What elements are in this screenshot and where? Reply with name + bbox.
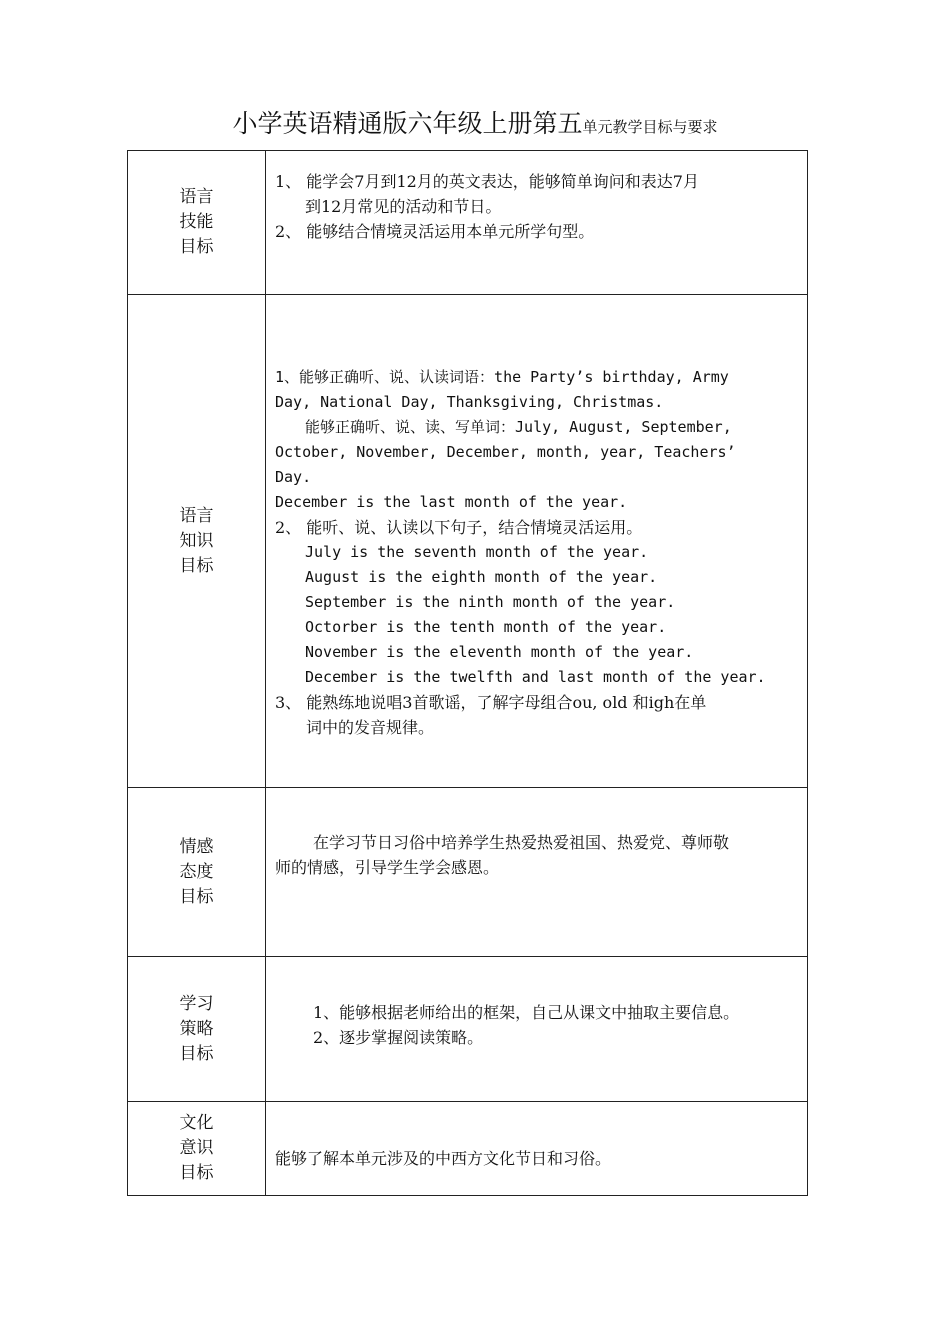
row-content-strategy: [266, 957, 808, 1101]
label-line: 意识: [179, 1138, 214, 1158]
label-line: 技能: [179, 212, 214, 232]
example-sentence: Octorber is the tenth month of the year.: [305, 618, 667, 636]
objectives-table: [127, 150, 808, 1196]
label-line: 目标: [179, 1163, 214, 1183]
page-title-main: 小学英语精通版六年级上册第五: [232, 109, 583, 138]
row-label-language-skills: [128, 151, 266, 294]
content-line: 在学习节日习俗中培养学生热爱热爱祖国、热爱党、尊师敬: [313, 833, 730, 852]
content-line: 1、 能学会7月到12月的英文表达，能够简单询问和表达7月: [275, 172, 699, 191]
row-content-language-knowledge: [266, 295, 808, 787]
content-line: 1、能够根据老师给出的框架，自己从课文中抽取主要信息。: [313, 1003, 740, 1022]
table-row-language-skills: [128, 151, 808, 295]
row-label-attitude: [128, 788, 266, 956]
example-sentence: December is the twelfth and last month of the year.: [305, 668, 766, 686]
page-title: [0, 104, 950, 140]
label-line: 目标: [179, 555, 214, 576]
example-sentence: July is the seventh month of the year.: [305, 543, 649, 561]
label-line: 知识: [179, 530, 214, 551]
page-title-suffix: 单元教学目标与要求: [582, 118, 718, 136]
content-line: 能够正确听、说、读、写单词：July, August, September,: [305, 418, 732, 436]
label-line: 目标: [179, 886, 214, 907]
label-line: 学习: [179, 993, 214, 1014]
label-line: 策略: [179, 1018, 214, 1039]
label-line: 目标: [179, 1043, 214, 1064]
table-row-attitude: [128, 788, 808, 957]
row-content-culture: [266, 1102, 808, 1195]
content-line: 到12月常见的活动和节日。: [305, 197, 502, 216]
row-label-language-knowledge: [128, 295, 266, 787]
content-line: 2、 能听、说、认读以下句子，结合情境灵活运用。: [275, 518, 643, 537]
content-line: December is the last month of the year.: [275, 493, 628, 511]
label-line: 语言: [179, 187, 214, 207]
row-label-culture: [128, 1102, 266, 1195]
content-line: Day, National Day, Thanksgiving, Christmas.: [275, 393, 664, 411]
row-content-language-skills: [266, 151, 808, 294]
content-line: 能够了解本单元涉及的中西方文化节日和习俗。: [275, 1149, 612, 1168]
label-line: 情感: [179, 836, 214, 857]
table-row-culture: [128, 1102, 808, 1196]
content-line: Day.: [275, 468, 312, 486]
label-line: 目标: [179, 237, 214, 257]
content-line: 3、 能熟练地说唱3首歌谣，了解字母组合ou, old 和igh在单: [275, 693, 707, 712]
example-sentence: September is the ninth month of the year.: [305, 593, 676, 611]
content-line: 师的情感，引导学生学会感恩。: [275, 858, 500, 877]
label-line: 语言: [179, 505, 214, 526]
example-sentence: August is the eighth month of the year.: [305, 568, 658, 586]
row-label-strategy: [128, 957, 266, 1101]
table-row-language-knowledge: [128, 295, 808, 788]
content-line: 1、能够正确听、说、认读词语：the Party’s birthday, Army: [275, 368, 729, 386]
example-sentence: November is the eleventh month of the year.: [305, 643, 694, 661]
content-line: 2、 能够结合情境灵活运用本单元所学句型。: [275, 222, 595, 241]
content-line: 2、逐步掌握阅读策略。: [313, 1028, 484, 1047]
label-line: 态度: [179, 861, 214, 882]
label-line: 文化: [179, 1113, 214, 1133]
content-line: 词中的发音规律。: [306, 718, 435, 737]
content-line: October, November, December, month, year, Teachers’: [275, 443, 736, 461]
row-content-attitude: [266, 788, 808, 956]
table-row-strategy: [128, 957, 808, 1102]
